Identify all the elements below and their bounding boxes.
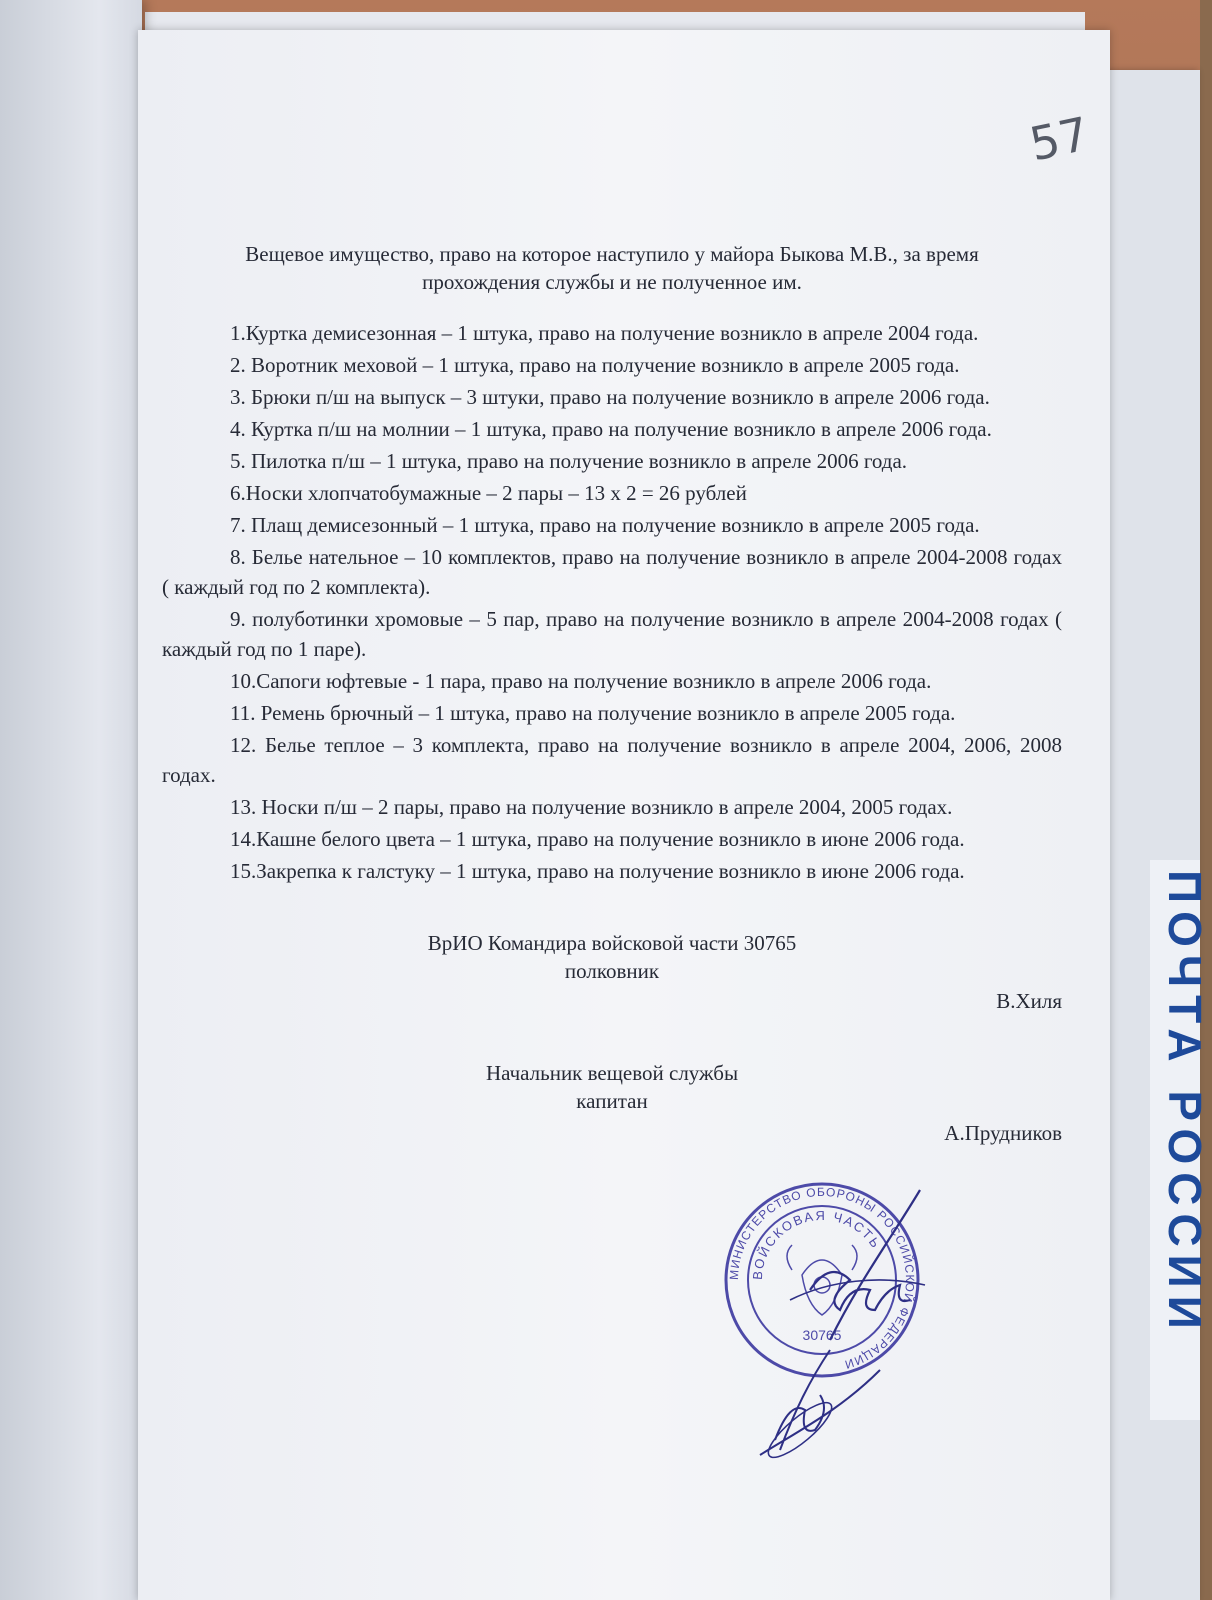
list-item: 9. полуботинки хромовые – 5 пар, право на получение возникло в апреле 2004-2008 годах ( каждый год по 1 паре). [162, 607, 1062, 661]
list-item: 8. Белье нательное – 10 комплектов, право на получение возникло в апреле 2004-2008 годах ( каждый год по 2 комплекта). [162, 545, 1062, 599]
commander-title: ВрИО Командира войсковой части 30765 [427, 931, 797, 955]
list-item: 15.Закрепка к галстуку – 1 штука, право на получение возникло в июне 2006 года. [230, 859, 965, 883]
chief-rank: капитан [576, 1089, 648, 1113]
envelope [1150, 860, 1211, 1420]
list-item: 11. Ремень брючный – 1 штука, право на получение возникло в апреле 2005 года. [230, 701, 956, 725]
stamp-outer-text: МИНИСТЕРСТВО ОБОРОНЫ РОССИЙСКОЙ ФЕДЕРАЦИИ [726, 1184, 918, 1372]
list-item: 4. Куртка п/ш на молнии – 1 штука, право на получение возникло в апреле 2006 года. [230, 417, 992, 441]
chief-signature [740, 1340, 900, 1470]
chief-title: Начальник вещевой службы [485, 1061, 739, 1085]
list-item: 6.Носки хлопчатобумажные – 2 пары – 13 х 2 = 26 рублей [230, 481, 747, 505]
stamp-number: 30765 [802, 1327, 842, 1343]
signature-block [162, 928, 1062, 1158]
document-body [162, 240, 1062, 1158]
commander-rank: полковник [564, 959, 660, 983]
list-item: 7. Плащ демисезонный – 1 штука, право на получение возникло в апреле 2005 года. [230, 513, 980, 537]
list-item: 10.Сапоги юфтевые - 1 пара, право на получение возникло в апреле 2006 года. [230, 669, 932, 693]
list-item: 13. Носки п/ш – 2 пары, право на получение возникло в апреле 2004, 2005 годах. [230, 795, 953, 819]
list-item: 5. Пилотка п/ш – 1 штука, право на получение возникло в апреле 2006 года. [230, 449, 908, 473]
list-item: 1.Куртка демисезонная – 1 штука, право на получение возникло в апреле 2004 года. [230, 321, 979, 345]
document-title: Вещевое имущество, право на которое наступило у майора Быкова М.В., за время прохождения службы и не полученное им. [245, 242, 979, 294]
chief-name: А.Прудников [944, 1121, 1062, 1145]
left-binder-page [0, 0, 142, 1600]
item-list [162, 318, 1062, 886]
list-item: 14.Кашне белого цвета – 1 штука, право на получение возникло в июне 2006 года. [230, 827, 965, 851]
commander-signature [770, 1180, 940, 1350]
commander-name: В.Хиля [996, 989, 1062, 1013]
handwritten-page-number: 57 [1025, 106, 1094, 172]
list-item: 12. Белье теплое – 3 комплекта, право на получение возникло в апреле 2004, 2006, 2008 годах. [162, 733, 1062, 787]
list-item: 3. Брюки п/ш на выпуск – 3 штуки, право на получение возникло в апреле 2006 года. [230, 385, 990, 409]
stamp-inner-text: ВОЙСКОВАЯ ЧАСТЬ [749, 1207, 885, 1281]
envelope-label: ПОЧТА РОССИИ [1159, 870, 1211, 1337]
list-item: 2. Воротник меховой – 1 штука, право на получение возникло в апреле 2005 года. [230, 353, 960, 377]
